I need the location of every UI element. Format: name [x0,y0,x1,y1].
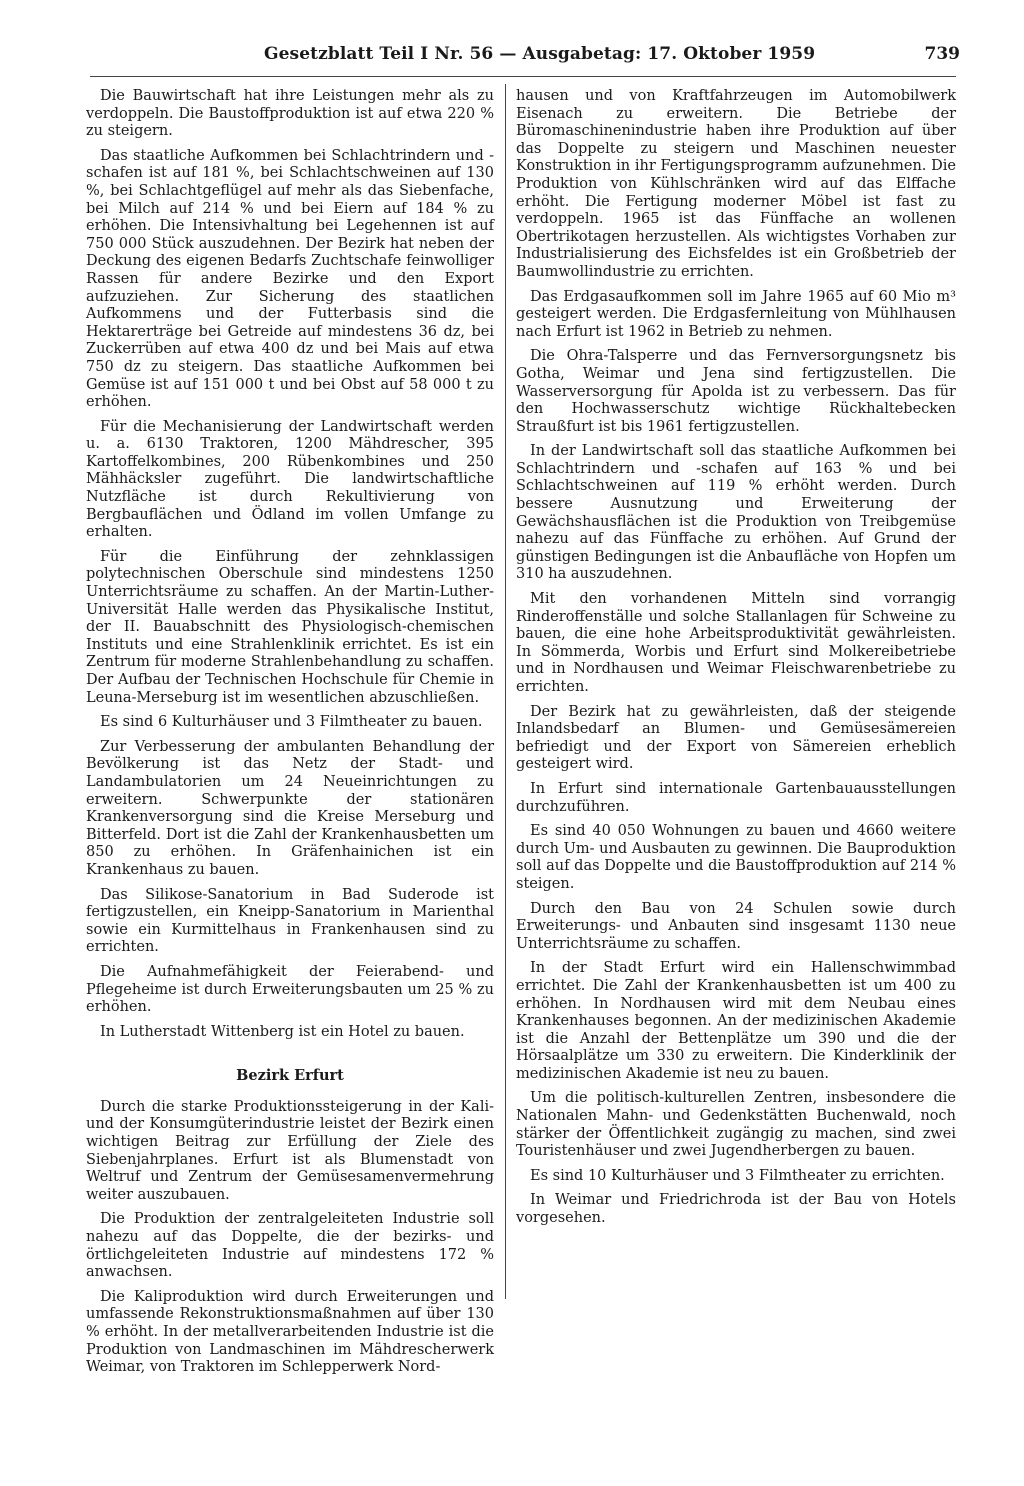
column-divider [505,84,506,1299]
paragraph: Mit den vorhandenen Mitteln sind vorrangig Rinderoffenställe und solche Stallanlagen für Schweine zu bauen, die eine hohe Arbeitsproduktivität gewährleisten. In Sömmerda, Worbis und Erfurt sind Molkereibetriebe und in Nordhausen und Weimar Fleischwarenbetriebe zu errichten. [516,591,956,695]
paragraph: Es sind 10 Kulturhäuser und 3 Filmtheater zu errichten. [530,1167,945,1184]
paragraph: Die Bauwirtschaft hat ihre Leistungen mehr als zu verdoppeln. Die Baustoffproduktion ist auf etwa 220 % zu steigern. [86,88,494,140]
paragraph: Es sind 40 050 Wohnungen zu bauen und 4660 weitere durch Um- und Ausbauten zu gewinnen. Die Bauproduktion soll auf das Doppelte und die Baustoffproduktion auf 214 % steigen. [516,823,956,892]
paragraph: Durch den Bau von 24 Schulen sowie durch Erweiterungs- und Anbauten sind insgesamt 1130 neue Unterrichtsräume zu schaffen. [516,900,956,952]
paragraph: Zur Verbesserung der ambulanten Behandlung der Bevölkerung ist das Netz der Stadt- und Landambulatorien um 24 Neueinrichtungen zu erweitern. Schwerpunkte der stationären Krankenversorgung sind die Kreise Merseburg und Bitterfeld. Dort ist die Zahl der Krankenhausbetten um 850 zu erhöhen. In Gräfenhainichen ist ein Krankenhaus zu bauen. [86,738,494,878]
section-heading: Bezirk Erfurt [236,1067,344,1085]
paragraph: In Lutherstadt Wittenberg ist ein Hotel zu bauen. [100,1023,465,1040]
header-title: Gesetzblatt Teil I Nr. 56 — Ausgabetag: 17. Oktober 1959 [264,44,816,64]
paragraph: Das Silikose-Sanatorium in Bad Suderode ist fertigzustellen, ein Kneipp-Sanatorium in Marienthal sowie ein Kurmittelhaus in Frankenhausen sind zu errichten. [86,886,494,956]
paragraph: Durch die starke Produktionssteigerung in der Kali- und der Konsumgüterindustrie leistet der Bezirk einen wichtigen Beitrag zur Erfüllung der Ziele des Siebenjahrplanes. Erfurt ist als Blumenstadt von Weltruf und Zentrum der Gemüsesamenvermehrung weiter auszubauen. [86,1098,494,1203]
paragraph-continued: hausen und von Kraftfahrzeugen im Automobilwerk Eisenach zu erweitern. Die Betriebe der Büromaschinenindustrie haben ihre Produktion auf über das Doppelte zu steigern und Maschinen neuester Konstruktion in ihr Fertigungsprogramm aufzunehmen. Die Produktion von Kühlschränken wird auf das Elffache erhöht. Die Fertigung moderner Möbel ist fast zu verdoppeln. 1965 ist das Fünffache an wollenen Obertrikotagen herzustellen. Als wichtigstes Vorhaben zur Industrialisierung des Eichsfeldes ist ein Großbetrieb der Baumwollindustrie zu errichten. [516,88,956,280]
paragraph: In der Landwirtschaft soll das staatliche Aufkommen bei Schlachtrindern und -schafen auf 163 % und bei Schlachtschweinen auf 119 % erhöht werden. Durch bessere Ausnutzung und Erweiterung der Gewächshausflächen ist die Produktion von Treibgemüse nahezu auf das Fünffache zu erhöhen. Auf Grund der günstigen Bedingungen ist die Anbaufläche von Hopfen um 310 ha auszudehnen. [516,443,956,583]
paragraph: Die Kaliproduktion wird durch Erweiterungen und umfassende Rekonstruktionsmaßnahmen auf über 130 % erhöht. In der metallverarbeitenden Industrie ist die Produktion von Landmaschinen im Mähdrescherwerk Weimar, von Traktoren im Schlepperwerk Nord- [86,1288,494,1376]
paragraph: Der Bezirk hat zu gewährleisten, daß der steigende Inlandsbedarf an Blumen- und Gemüsesämereien befriedigt und der Export von Sämereien erheblich gesteigert wird. [516,703,956,773]
paragraph: Um die politisch-kulturellen Zentren, insbesondere die Nationalen Mahn- und Gedenkstätten Buchenwald, noch stärker der Öffentlichkeit zugängig zu machen, sind zwei Touristenhäuser und zwei Jugendherbergen zu bauen. [516,1090,956,1160]
header-rule [90,76,956,77]
paragraph: Für die Mechanisierung der Landwirtschaft werden u. a. 6130 Traktoren, 1200 Mähdrescher, 395 Kartoffelkombines, 200 Rübenkombines und 250 Mähhäcksler zugeführt. Die landwirtschaftliche Nutzfläche ist durch Rekultivierung von Bergbauflächen und Ödland im vollen Umfange zu erhalten. [86,418,494,541]
left-column [86,88,494,1384]
paragraph: In Erfurt sind internationale Gartenbauausstellungen durchzuführen. [516,780,956,815]
paragraph: Das staatliche Aufkommen bei Schlachtrindern und -schafen ist auf 181 %, bei Schlachtschweinen auf 130 %, bei Schlachtgeflügel auf mehr als das Siebenfache, bei Milch auf 214 % und bei Eiern auf 184 % zu erhöhen. Die Intensivhaltung bei Legehennen ist auf 750 000 Stück auszudehnen. Der Bezirk hat neben der Deckung des eigenen Bedarfs Zuchtschafe feinwolliger Rassen für andere Bezirke und den Export aufzuziehen. Zur Sicherung des staatlichen Aufkommens und der Futterbasis sind die Hektarerträge bei Getreide auf mindestens 36 dz, bei Zuckerrüben auf etwa 400 dz und bei Mais auf etwa 750 dz zu steigern. Das staatliche Aufkommen bei Gemüse ist auf 151 000 t und bei Obst auf 58 000 t zu erhöhen. [86,147,494,411]
paragraph: Das Erdgasaufkommen soll im Jahre 1965 auf 60 Mio m³ gesteigert werden. Die Erdgasfernleitung von Mühlhausen nach Erfurt ist 1962 in Betrieb zu nehmen. [516,288,956,340]
paragraph: In der Stadt Erfurt wird ein Hallenschwimmbad errichtet. Die Zahl der Krankenhausbetten ist um 400 zu erhöhen. In Nordhausen wird mit dem Neubau eines Krankenhauses begonnen. An der medizinischen Akademie ist die Anzahl der Bettenplätze um 390 und die der Hörsaalplätze um 330 zu erweitern. Die Kinderklinik der medizinischen Akademie ist neu zu bauen. [516,960,956,1082]
page-header [88,44,960,70]
paragraph: Die Ohra-Talsperre und das Fernversorgungsnetz bis Gotha, Weimar und Jena sind fertigzustellen. Die Wasserversorgung für Apolda ist zu verbessern. Das für den Hochwasserschutz wichtige Rückhaltebecken Straußfurt ist bis 1961 fertigzustellen. [516,348,956,435]
paragraph: Für die Einführung der zehnklassigen polytechnischen Oberschule sind mindestens 1250 Unterrichtsräume zu schaffen. An der Martin-Luther-Universität Halle werden das Physikalische Institut, der II. Bauabschnitt des Physiologisch-chemischen Instituts und eine Strahlenklinik errichtet. Es ist ein Zentrum für moderne Strahlenbehandlung zu schaffen. Der Aufbau der Technischen Hochschule für Chemie in Leuna-Merseburg ist im wesentlichen abzuschließen. [86,548,494,706]
paragraph: In Weimar und Friedrichroda ist der Bau von Hotels vorgesehen. [516,1192,956,1227]
page-number: 739 [924,44,960,64]
paragraph: Die Produktion der zentralgeleiteten Industrie soll nahezu auf das Doppelte, die der bezirks- und örtlichgeleiteten Industrie auf mindestens 172 % anwachsen. [86,1211,494,1281]
paragraph: Es sind 6 Kulturhäuser und 3 Filmtheater zu bauen. [100,714,483,731]
right-column [516,88,956,1235]
paragraph: Die Aufnahmefähigkeit der Feierabend- und Pflegeheime ist durch Erweiterungsbauten um 25 % zu erhöhen. [86,963,494,1016]
